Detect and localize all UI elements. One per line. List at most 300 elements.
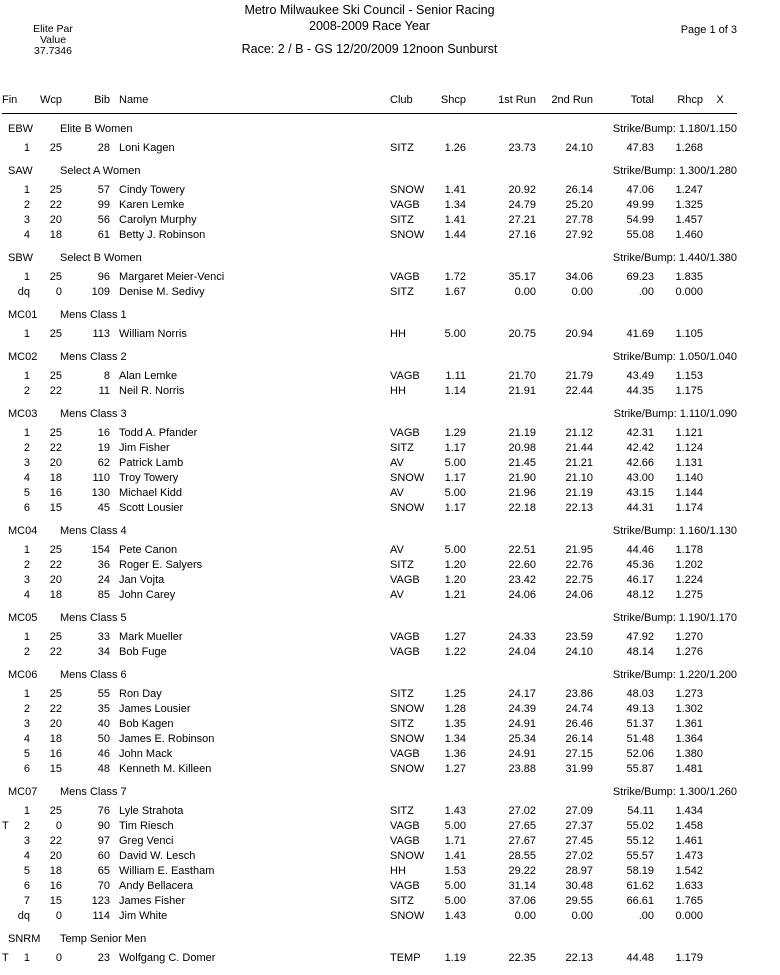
wcp-points: 0 bbox=[55, 286, 62, 298]
class-section-header bbox=[2, 350, 737, 365]
first-run-time: 23.88 bbox=[508, 763, 536, 775]
first-run-time: 24.04 bbox=[508, 646, 536, 658]
racer-name: Jan Vojta bbox=[119, 574, 165, 586]
wcp-points: 22 bbox=[49, 559, 62, 571]
result-row bbox=[2, 834, 737, 849]
finish-place: 3 bbox=[23, 835, 30, 847]
bib-number: 70 bbox=[97, 880, 110, 892]
club-code: SITZ bbox=[390, 559, 414, 571]
result-row bbox=[2, 486, 737, 501]
column-header-row bbox=[2, 93, 737, 114]
section-rows bbox=[2, 426, 737, 516]
column-header-name: Name bbox=[119, 94, 149, 106]
x-mark bbox=[703, 228, 737, 243]
first-run-time: 24.33 bbox=[508, 631, 536, 643]
start-handicap: 1.29 bbox=[444, 427, 466, 439]
total-time: 55.57 bbox=[626, 850, 654, 862]
x-mark bbox=[703, 198, 737, 213]
total-time: 47.06 bbox=[626, 184, 654, 196]
racer-name: John Carey bbox=[119, 589, 176, 601]
first-run-time: 22.51 bbox=[508, 544, 536, 556]
wcp-points: 0 bbox=[55, 952, 62, 964]
racer-name: James Fisher bbox=[119, 895, 186, 907]
wcp-points: 18 bbox=[49, 472, 62, 484]
strike-bump-value: Strike/Bump: 1.110/1.090 bbox=[613, 408, 737, 420]
bib-number: 11 bbox=[98, 385, 110, 397]
club-code: AV bbox=[390, 457, 404, 469]
wcp-points: 22 bbox=[49, 703, 62, 715]
racer-name: Margaret Meier-Venci bbox=[119, 271, 225, 283]
class-name: Temp Senior Men bbox=[60, 933, 147, 945]
total-time: 43.15 bbox=[626, 487, 654, 499]
result-row bbox=[2, 441, 737, 456]
second-run-time: 34.06 bbox=[565, 271, 593, 283]
result-row bbox=[2, 732, 737, 747]
result-row bbox=[2, 456, 737, 471]
x-mark bbox=[703, 543, 737, 558]
club-code: SNOW bbox=[390, 184, 425, 196]
class-name: Elite B Women bbox=[60, 123, 133, 135]
racer-name: James E. Robinson bbox=[119, 733, 215, 745]
first-run-time: 24.91 bbox=[508, 718, 536, 730]
class-code: MC07 bbox=[8, 786, 38, 798]
start-handicap: 1.20 bbox=[444, 574, 466, 586]
x-mark bbox=[703, 909, 737, 924]
result-row bbox=[2, 543, 737, 558]
club-code: VAGB bbox=[390, 631, 420, 643]
second-run-time: 22.13 bbox=[565, 502, 593, 514]
race-handicap: 1.380 bbox=[675, 748, 703, 760]
column-header-run2: 2nd Run bbox=[551, 94, 593, 106]
racer-name: John Mack bbox=[119, 748, 173, 760]
racer-name: David W. Lesch bbox=[119, 850, 196, 862]
class-code: SNRM bbox=[8, 933, 41, 945]
club-code: SITZ bbox=[390, 142, 414, 154]
wcp-points: 25 bbox=[49, 184, 62, 196]
total-time: 48.12 bbox=[626, 589, 654, 601]
x-mark bbox=[703, 456, 737, 471]
racer-name: Andy Bellacera bbox=[119, 880, 193, 892]
racer-name: Jim Fisher bbox=[119, 442, 170, 454]
total-time: 44.48 bbox=[626, 952, 654, 964]
start-handicap: 5.00 bbox=[444, 328, 466, 340]
total-time: 51.48 bbox=[626, 733, 654, 745]
x-mark bbox=[703, 762, 737, 777]
x-mark bbox=[703, 270, 737, 285]
race-handicap: 1.270 bbox=[675, 631, 703, 643]
club-code: VAGB bbox=[390, 574, 420, 586]
finish-place: 3 bbox=[23, 214, 30, 226]
wcp-points: 16 bbox=[49, 748, 62, 760]
racer-name: Denise M. Sedivy bbox=[119, 286, 205, 298]
section-rows bbox=[2, 804, 737, 924]
first-run-time: 20.75 bbox=[508, 328, 536, 340]
start-handicap: 1.26 bbox=[444, 142, 466, 154]
first-run-time: 24.39 bbox=[508, 703, 536, 715]
first-run-time: 21.19 bbox=[508, 427, 536, 439]
start-handicap: 5.00 bbox=[444, 487, 466, 499]
class-section-header bbox=[2, 251, 737, 266]
finish-place: 2 bbox=[23, 199, 30, 211]
total-time: 49.13 bbox=[626, 703, 654, 715]
class-name: Mens Class 4 bbox=[60, 525, 127, 537]
first-run-time: 27.67 bbox=[508, 835, 536, 847]
bib-number: 90 bbox=[97, 820, 110, 832]
finish-place: 6 bbox=[23, 502, 30, 514]
club-code: VAGB bbox=[390, 427, 420, 439]
second-run-time: 27.15 bbox=[565, 748, 593, 760]
finish-place: 5 bbox=[23, 748, 30, 760]
finish-place: 2 bbox=[23, 646, 30, 658]
second-run-time: 22.75 bbox=[565, 574, 593, 586]
x-mark bbox=[703, 879, 737, 894]
total-time: 55.08 bbox=[626, 229, 654, 241]
wcp-points: 15 bbox=[49, 502, 62, 514]
racer-name: Lyle Strahota bbox=[119, 805, 184, 817]
second-run-time: 27.37 bbox=[565, 820, 593, 832]
bib-number: 114 bbox=[92, 910, 110, 922]
race-handicap: 1.458 bbox=[675, 820, 703, 832]
x-mark bbox=[703, 951, 737, 966]
finish-place: 4 bbox=[23, 850, 30, 862]
bib-number: 57 bbox=[97, 184, 110, 196]
finish-place: 1 bbox=[23, 427, 30, 439]
finish-place: 2 bbox=[23, 820, 30, 832]
club-code: SITZ bbox=[390, 718, 414, 730]
racer-name: James Lousier bbox=[119, 703, 191, 715]
section-rows bbox=[2, 630, 737, 660]
result-row bbox=[2, 849, 737, 864]
race-handicap: 1.434 bbox=[675, 805, 703, 817]
first-run-time: 21.90 bbox=[508, 472, 536, 484]
strike-bump-value: Strike/Bump: 1.440/1.380 bbox=[612, 252, 737, 264]
second-run-time: 24.10 bbox=[565, 646, 593, 658]
result-row bbox=[2, 285, 737, 300]
total-time: 42.31 bbox=[626, 427, 654, 439]
finish-place: 1 bbox=[23, 952, 30, 964]
start-handicap: 1.17 bbox=[444, 472, 466, 484]
class-name: Select A Women bbox=[60, 165, 141, 177]
racer-name: Alan Lemke bbox=[119, 370, 178, 382]
wcp-points: 20 bbox=[49, 457, 62, 469]
class-section bbox=[2, 611, 737, 660]
first-run-time: 29.22 bbox=[508, 865, 536, 877]
racer-name: William Norris bbox=[119, 328, 187, 340]
section-rows bbox=[2, 687, 737, 777]
club-code: SNOW bbox=[390, 763, 425, 775]
second-run-time: 28.97 bbox=[565, 865, 593, 877]
result-row bbox=[2, 909, 737, 924]
bib-number: 16 bbox=[97, 427, 110, 439]
race-handicap: 1.481 bbox=[675, 763, 703, 775]
result-row bbox=[2, 702, 737, 717]
x-mark bbox=[703, 213, 737, 228]
column-header-run1: 1st Run bbox=[498, 94, 536, 106]
second-run-time: 26.14 bbox=[565, 184, 593, 196]
class-section-header bbox=[2, 668, 737, 683]
class-code: MC02 bbox=[8, 351, 38, 363]
first-run-time: 28.55 bbox=[508, 850, 536, 862]
result-row bbox=[2, 426, 737, 441]
wcp-points: 22 bbox=[49, 385, 62, 397]
first-run-time: 22.18 bbox=[508, 502, 536, 514]
race-handicap: 1.457 bbox=[675, 214, 703, 226]
bib-number: 50 bbox=[97, 733, 110, 745]
total-time: 43.49 bbox=[626, 370, 654, 382]
race-handicap: 1.765 bbox=[675, 895, 703, 907]
section-rows bbox=[2, 141, 737, 156]
club-code: VAGB bbox=[390, 880, 420, 892]
column-header-rhcp: Rhcp bbox=[677, 94, 703, 106]
section-rows bbox=[2, 327, 737, 342]
second-run-time: 21.79 bbox=[565, 370, 593, 382]
race-handicap: 1.302 bbox=[675, 703, 703, 715]
first-run-time: 27.02 bbox=[508, 805, 536, 817]
club-code: SNOW bbox=[390, 733, 425, 745]
club-code: SITZ bbox=[390, 214, 414, 226]
start-handicap: 1.19 bbox=[444, 952, 466, 964]
club-code: VAGB bbox=[390, 646, 420, 658]
start-handicap: 1.22 bbox=[444, 646, 466, 658]
second-run-time: 31.99 bbox=[565, 763, 593, 775]
report-title: Metro Milwaukee Ski Council - Senior Racing bbox=[244, 3, 495, 17]
class-name: Mens Class 7 bbox=[60, 786, 127, 798]
tie-flag: T bbox=[2, 820, 9, 832]
wcp-points: 18 bbox=[49, 589, 62, 601]
start-handicap: 1.67 bbox=[444, 286, 466, 298]
race-handicap: 1.224 bbox=[675, 574, 703, 586]
start-handicap: 1.41 bbox=[444, 850, 466, 862]
finish-place: 1 bbox=[23, 544, 30, 556]
club-code: SNOW bbox=[390, 472, 425, 484]
class-section bbox=[2, 350, 737, 399]
second-run-time: 21.12 bbox=[565, 427, 593, 439]
second-run-time: 21.19 bbox=[565, 487, 593, 499]
first-run-time: 23.73 bbox=[508, 142, 536, 154]
x-mark bbox=[703, 501, 737, 516]
result-row bbox=[2, 951, 737, 966]
first-run-time: 24.17 bbox=[508, 688, 536, 700]
racer-name: Bob Kagen bbox=[119, 718, 174, 730]
wcp-points: 25 bbox=[49, 631, 62, 643]
race-handicap: 1.268 bbox=[675, 142, 703, 154]
x-mark bbox=[703, 558, 737, 573]
start-handicap: 1.25 bbox=[444, 688, 466, 700]
result-row bbox=[2, 588, 737, 603]
bib-number: 56 bbox=[97, 214, 110, 226]
wcp-points: 0 bbox=[55, 820, 62, 832]
racer-name: Pete Canon bbox=[119, 544, 178, 556]
first-run-time: 20.92 bbox=[508, 184, 536, 196]
results-body bbox=[2, 122, 737, 966]
finish-place: 1 bbox=[23, 370, 30, 382]
bib-number: 85 bbox=[97, 589, 110, 601]
x-mark bbox=[703, 426, 737, 441]
class-section-header bbox=[2, 407, 737, 422]
finish-place: 5 bbox=[23, 487, 30, 499]
finish-place: 4 bbox=[23, 472, 30, 484]
race-handicap: 1.178 bbox=[675, 544, 703, 556]
racer-name: Greg Venci bbox=[119, 835, 174, 847]
second-run-time: 22.44 bbox=[565, 385, 593, 397]
club-code: TEMP bbox=[390, 952, 421, 964]
wcp-points: 25 bbox=[49, 544, 62, 556]
class-name: Select B Women bbox=[60, 252, 142, 264]
finish-place: 4 bbox=[23, 733, 30, 745]
start-handicap: 5.00 bbox=[444, 880, 466, 892]
start-handicap: 5.00 bbox=[444, 895, 466, 907]
bib-number: 113 bbox=[92, 328, 110, 340]
total-time: 55.87 bbox=[626, 763, 654, 775]
start-handicap: 1.20 bbox=[444, 559, 466, 571]
finish-place: 2 bbox=[23, 703, 30, 715]
bib-number: 62 bbox=[97, 457, 110, 469]
report-subtitle: 2008-2009 Race Year bbox=[309, 19, 430, 33]
race-handicap: 1.121 bbox=[675, 427, 703, 439]
x-mark bbox=[703, 687, 737, 702]
total-time: 47.83 bbox=[626, 142, 654, 154]
race-handicap: 1.202 bbox=[675, 559, 703, 571]
strike-bump-value: Strike/Bump: 1.160/1.130 bbox=[612, 525, 737, 537]
x-mark bbox=[703, 702, 737, 717]
racer-name: Tim Riesch bbox=[119, 820, 174, 832]
bib-number: 19 bbox=[97, 442, 110, 454]
wcp-points: 20 bbox=[49, 850, 62, 862]
class-code: MC04 bbox=[8, 525, 38, 537]
class-section-header bbox=[2, 932, 737, 947]
race-handicap: 1.131 bbox=[675, 457, 703, 469]
result-row bbox=[2, 270, 737, 285]
start-handicap: 1.28 bbox=[444, 703, 466, 715]
elite-par-block bbox=[24, 24, 82, 57]
second-run-time: 22.76 bbox=[565, 559, 593, 571]
first-run-time: 21.70 bbox=[508, 370, 536, 382]
race-handicap: 1.835 bbox=[675, 271, 703, 283]
wcp-points: 22 bbox=[49, 835, 62, 847]
first-run-time: 0.00 bbox=[514, 286, 536, 298]
wcp-points: 25 bbox=[49, 688, 62, 700]
wcp-points: 25 bbox=[49, 142, 62, 154]
start-handicap: 1.34 bbox=[444, 733, 466, 745]
race-title: Race: 2 / B - GS 12/20/2009 12noon Sunburst bbox=[241, 42, 498, 56]
race-handicap: 1.105 bbox=[675, 328, 703, 340]
x-mark bbox=[703, 819, 737, 834]
column-header-bib: Bib bbox=[94, 94, 110, 106]
class-section-header bbox=[2, 308, 737, 323]
club-code: SNOW bbox=[390, 910, 425, 922]
second-run-time: 21.95 bbox=[565, 544, 593, 556]
result-row bbox=[2, 762, 737, 777]
finish-place: 3 bbox=[23, 574, 30, 586]
wcp-points: 25 bbox=[49, 271, 62, 283]
class-section bbox=[2, 122, 737, 156]
result-row bbox=[2, 879, 737, 894]
first-run-time: 31.14 bbox=[508, 880, 536, 892]
bib-number: 97 bbox=[97, 835, 110, 847]
second-run-time: 27.45 bbox=[565, 835, 593, 847]
second-run-time: 24.06 bbox=[565, 589, 593, 601]
start-handicap: 1.17 bbox=[444, 442, 466, 454]
bib-number: 61 bbox=[97, 229, 110, 241]
finish-place: 6 bbox=[23, 880, 30, 892]
result-row bbox=[2, 804, 737, 819]
strike-bump-value: Strike/Bump: 1.050/1.040 bbox=[612, 351, 737, 363]
x-mark bbox=[703, 894, 737, 909]
club-code: SITZ bbox=[390, 688, 414, 700]
class-section bbox=[2, 164, 737, 243]
class-section-header bbox=[2, 785, 737, 800]
racer-name: Jim White bbox=[119, 910, 168, 922]
class-section bbox=[2, 524, 737, 603]
class-code: MC01 bbox=[8, 309, 38, 321]
second-run-time: 20.94 bbox=[565, 328, 593, 340]
bib-number: 24 bbox=[97, 574, 110, 586]
section-rows bbox=[2, 183, 737, 243]
finish-place: 2 bbox=[23, 385, 30, 397]
first-run-time: 24.91 bbox=[508, 748, 536, 760]
start-handicap: 1.43 bbox=[444, 910, 466, 922]
first-run-time: 24.79 bbox=[508, 199, 536, 211]
total-time: 44.46 bbox=[626, 544, 654, 556]
wcp-points: 16 bbox=[49, 487, 62, 499]
elite-par-value: 37.7346 bbox=[34, 45, 72, 57]
bib-number: 46 bbox=[97, 748, 110, 760]
result-row bbox=[2, 501, 737, 516]
finish-place: 4 bbox=[23, 229, 30, 241]
bib-number: 35 bbox=[97, 703, 110, 715]
result-row bbox=[2, 717, 737, 732]
class-section bbox=[2, 668, 737, 777]
bib-number: 34 bbox=[97, 646, 110, 658]
racer-name: Patrick Lamb bbox=[119, 457, 184, 469]
elite-par-label-line2: Value bbox=[39, 34, 67, 46]
race-handicap: 1.273 bbox=[675, 688, 703, 700]
total-time: 42.66 bbox=[626, 457, 654, 469]
racer-name: Mark Mueller bbox=[119, 631, 183, 643]
class-section-header bbox=[2, 524, 737, 539]
race-handicap: 1.140 bbox=[675, 472, 703, 484]
club-code: HH bbox=[390, 865, 406, 877]
second-run-time: 27.78 bbox=[565, 214, 593, 226]
racer-name: Bob Fuge bbox=[119, 646, 167, 658]
class-section bbox=[2, 407, 737, 516]
total-time: 47.92 bbox=[626, 631, 654, 643]
race-handicap: 1.361 bbox=[675, 718, 703, 730]
race-handicap: 1.633 bbox=[675, 880, 703, 892]
second-run-time: 21.10 bbox=[565, 472, 593, 484]
bib-number: 96 bbox=[97, 271, 110, 283]
class-code: SAW bbox=[8, 165, 33, 177]
total-time: 45.36 bbox=[626, 559, 654, 571]
class-section bbox=[2, 785, 737, 924]
bib-number: 45 bbox=[97, 502, 110, 514]
club-code: AV bbox=[390, 544, 404, 556]
class-code: MC06 bbox=[8, 669, 38, 681]
club-code: SITZ bbox=[390, 442, 414, 454]
first-run-time: 27.16 bbox=[508, 229, 536, 241]
total-time: 52.06 bbox=[626, 748, 654, 760]
club-code: VAGB bbox=[390, 820, 420, 832]
racer-name: Betty J. Robinson bbox=[119, 229, 206, 241]
result-row bbox=[2, 558, 737, 573]
wcp-points: 25 bbox=[49, 370, 62, 382]
start-handicap: 1.21 bbox=[444, 589, 466, 601]
x-mark bbox=[703, 804, 737, 819]
class-code: MC03 bbox=[8, 408, 38, 420]
second-run-time: 0.00 bbox=[571, 910, 593, 922]
bib-number: 99 bbox=[97, 199, 110, 211]
club-code: AV bbox=[390, 589, 404, 601]
